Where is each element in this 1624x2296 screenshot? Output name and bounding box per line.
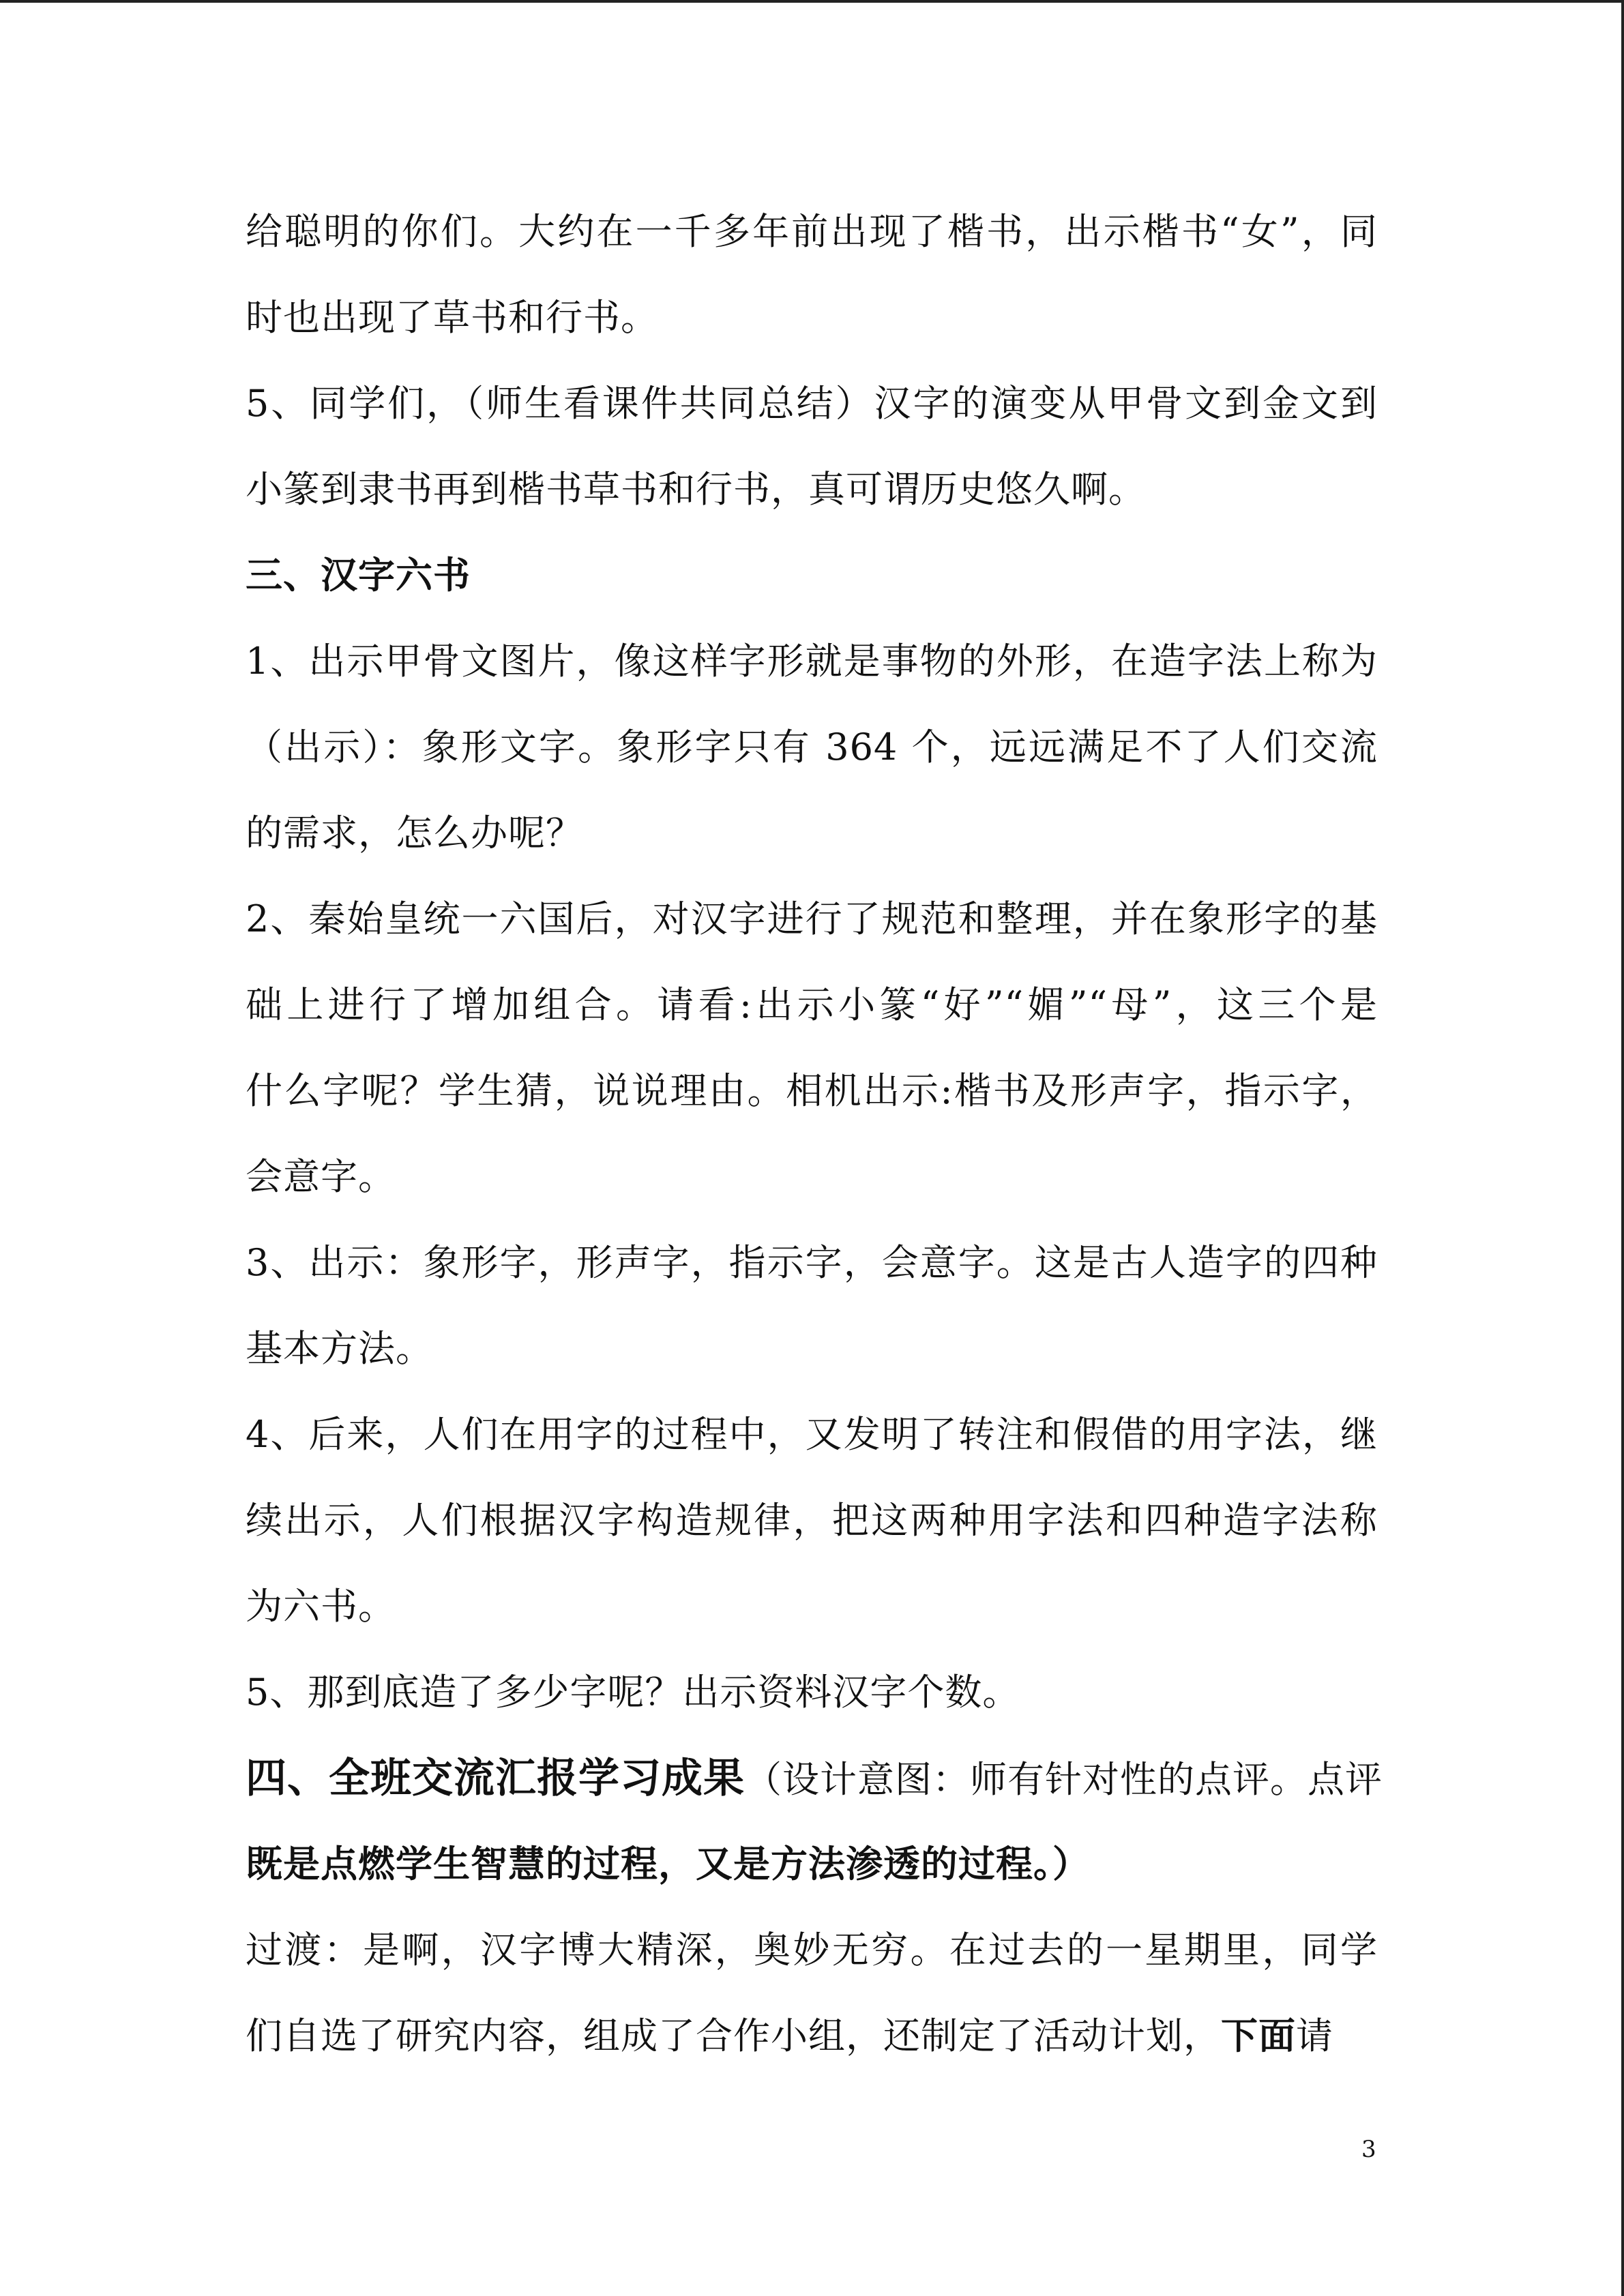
text-line: 3、出示：象形字，形声字，指示字，会意字。这是古人造字的四种 bbox=[246, 1241, 1378, 1284]
text-line: 5、同学们，（师生看课件共同总结）汉字的演变从甲骨文到金文到 bbox=[246, 382, 1378, 425]
section4-title: 四、全班交流汇报学习成果 bbox=[246, 1755, 745, 1802]
page-border-right bbox=[1621, 0, 1624, 2296]
text-line: 给聪明的你们。大约在一千多年前出现了楷书，出示楷书“女”，同 bbox=[246, 210, 1378, 253]
text-line: 为六书。 bbox=[246, 1585, 396, 1628]
text-line: 时也出现了草书和行书。 bbox=[246, 296, 658, 339]
text-line: 什么字呢？学生猜，说说理由。相机出示:楷书及形声字，指示字， bbox=[246, 1069, 1378, 1112]
page-number: 3 bbox=[1361, 2136, 1376, 2163]
text-line: 5、那到底造了多少字呢？出示资料汉字个数。 bbox=[246, 1671, 1020, 1714]
section4-note: （设计意图：师有针对性的点评。点评 bbox=[745, 1758, 1383, 1801]
section4-heading-line bbox=[246, 1751, 1383, 1807]
text-line: 会意字。 bbox=[246, 1155, 396, 1198]
text-line: 础上进行了增加组合。请看:出示小篆“好”“媚”“母”，这三个是 bbox=[246, 983, 1378, 1026]
section4-note-line2: 既是点燃学生智慧的过程，又是方法渗透的过程。） bbox=[246, 1843, 1090, 1885]
text-line: 4、后来，人们在用字的过程中，又发明了转注和假借的用字法，继 bbox=[246, 1413, 1378, 1456]
text-line: 2、秦始皇统一六国后，对汉字进行了规范和整理，并在象形字的基 bbox=[246, 897, 1378, 940]
text-line: 续出示，人们根据汉字构造规律，把这两种用字法和四种造字法称 bbox=[246, 1499, 1378, 1542]
section-heading: 三、汉字六书 bbox=[246, 554, 471, 597]
transition-end-text: 请 bbox=[1296, 2014, 1333, 2057]
text-line: 过渡：是啊，汉字博大精深，奥妙无穷。在过去的一星期里，同学 bbox=[246, 1928, 1378, 1971]
transition-line2 bbox=[246, 2009, 1378, 2063]
text-line: 的需求，怎么办呢？ bbox=[246, 811, 583, 854]
transition-text: 们自选了研究内容，组成了合作小组，还制定了活动计划， bbox=[246, 2014, 1221, 2057]
page-border-top bbox=[0, 0, 1624, 3]
transition-bold-text: 下面 bbox=[1221, 2014, 1296, 2057]
text-line: 1、出示甲骨文图片，像这样字形就是事物的外形，在造字法上称为 bbox=[246, 640, 1378, 683]
text-line: 基本方法。 bbox=[246, 1327, 433, 1370]
text-line: （出示）：象形文字。象形字只有 364 个，远远满足不了人们交流 bbox=[246, 726, 1378, 769]
text-line: 小篆到隶书再到楷书草书和行书，真可谓历史悠久啊。 bbox=[246, 468, 1146, 511]
